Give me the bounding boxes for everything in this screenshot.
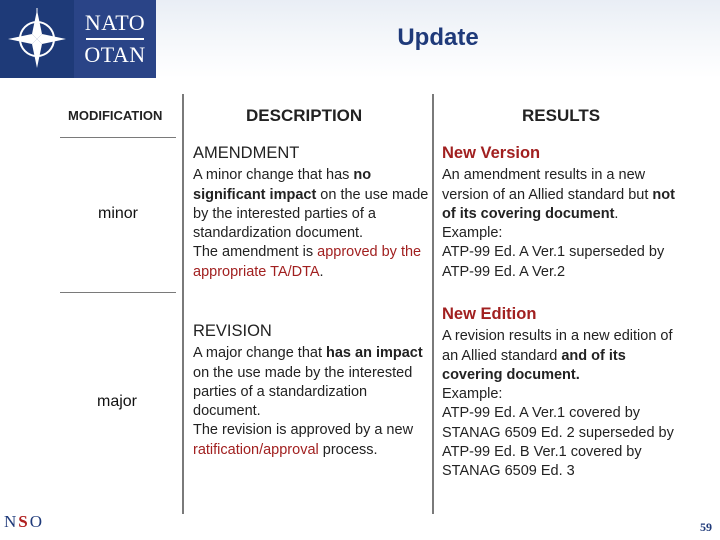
nato-logo: [0, 0, 156, 78]
results-minor: [442, 144, 682, 282]
result-example: ATP-99 Ed. A Ver.1 covered by STANAG 6509 Ed. 2 superseded by: [442, 405, 674, 441]
result-example: ATP-99 Ed. A Ver.1 superseded by ATP-99 Ed. A Ver.2: [442, 244, 665, 280]
result-text: .: [614, 205, 619, 222]
desc-text: The revision is approved by a new: [193, 422, 414, 439]
desc-text: on the use made by the interested parties of a standardization document.: [193, 186, 429, 242]
result-example-label: Example:: [442, 386, 503, 403]
desc-text: A minor change that has: [193, 167, 354, 184]
logo-line-2: OTAN: [84, 42, 146, 67]
nso-letter: N: [4, 512, 19, 531]
logo-line-1: NATO: [84, 10, 146, 35]
description-heading-amendment: AMENDMENT: [193, 144, 300, 162]
description-heading-revision: REVISION: [193, 322, 272, 340]
nato-compass-star-icon: [0, 0, 74, 78]
desc-text: on the use made by the interested parties of a standardization document.: [193, 364, 413, 420]
nato-wordmark: [74, 0, 156, 78]
result-emphasis: not of its covering document: [442, 186, 675, 222]
description-major: [193, 322, 433, 460]
results-heading-new-version: New Version: [442, 144, 541, 162]
desc-red-emphasis: ratification/approval: [193, 441, 319, 458]
header-rule-modification: [60, 137, 176, 138]
result-example: ATP-99 Ed. B Ver.1 covered by STANAG 6509 Ed. 3: [442, 444, 642, 480]
row-label-minor: minor: [98, 205, 139, 222]
desc-red-emphasis: approved by the appropriate TA/DTA: [193, 244, 422, 280]
header-description: DESCRIPTION: [246, 106, 363, 125]
desc-text: A major change that: [193, 345, 326, 362]
nso-letter: S: [18, 512, 30, 531]
logo-divider: [86, 38, 144, 40]
nso-logo: [4, 512, 44, 532]
page-title: Update: [397, 24, 479, 51]
header-modification: MODIFICATION: [68, 108, 163, 123]
results-heading-new-edition: New Edition: [442, 305, 537, 323]
result-example-label: Example:: [442, 225, 503, 242]
page-number: 59: [700, 520, 712, 534]
nso-letter: O: [29, 512, 45, 531]
desc-text: The amendment is: [193, 244, 318, 261]
description-minor: [193, 144, 429, 282]
header-results: RESULTS: [522, 106, 601, 125]
results-major: [442, 305, 684, 482]
column-divider-1: [182, 94, 184, 514]
row-label-major: major: [97, 393, 138, 410]
desc-emphasis: has an impact: [326, 345, 423, 362]
desc-text: process.: [318, 441, 378, 458]
desc-text: .: [319, 263, 324, 280]
row-rule-modification: [60, 292, 176, 293]
result-emphasis: and of its covering document.: [442, 347, 626, 383]
desc-emphasis: no significant impact: [193, 167, 372, 203]
result-text: An amendment results in a new version of an Allied standard but: [442, 167, 653, 203]
result-text: A revision results in a new edition of an Allied standard: [442, 328, 673, 364]
